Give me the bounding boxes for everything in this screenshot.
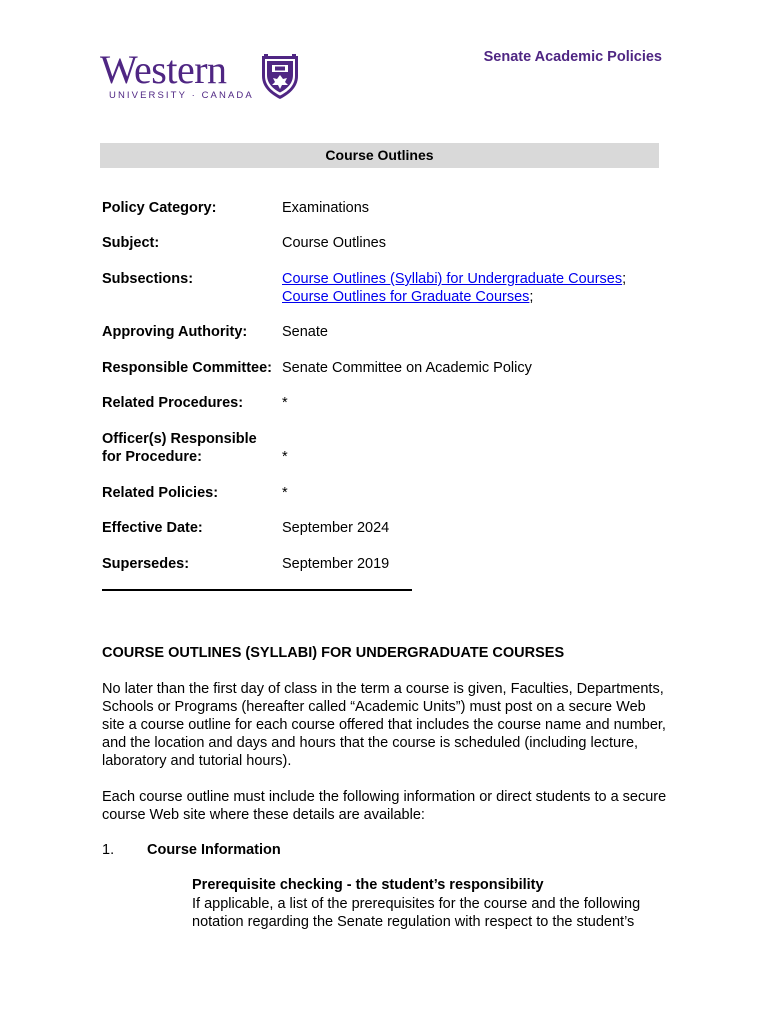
logo-wordmark: Western (100, 47, 227, 92)
paragraph: No later than the first day of class in the term a course is given, Faculties, Departments, Schools or Programs (hereafter called “Academic Units”) must post on a secure Web site a course outline for each course offered that includes the course name and number, and the location and days and hours that the course is scheduled (including lecture, laboratory and tutorial hours). (102, 681, 666, 769)
meta-value: September 2019 (282, 556, 390, 572)
meta-value: * (282, 485, 288, 501)
meta-value: Senate Committee on Academic Policy (282, 360, 532, 376)
meta-label-officers (102, 430, 282, 466)
list-item-title: Course Information (147, 842, 281, 858)
meta-label-line: Officer(s) Responsible (102, 431, 257, 447)
meta-value: * (282, 449, 288, 465)
meta-value: Examinations (282, 200, 370, 216)
document-title-bar: Course Outlines (100, 143, 659, 168)
western-logo[interactable] (100, 47, 310, 102)
logo-subtitle: UNIVERSITY · CANADA (109, 90, 254, 101)
divider-rule (102, 589, 412, 591)
sub-paragraph: If applicable, a list of the prerequisites for the course and the following notation regarding the Senate regulation with respect to the student’s (192, 896, 641, 930)
paragraph: Each course outline must include the following information or direct students to a secure course Web site where these details are available: (102, 789, 667, 823)
meta-value: Senate (282, 324, 328, 340)
meta-value: * (282, 395, 288, 411)
meta-label: Policy Category: (102, 200, 217, 216)
sub-heading: Prerequisite checking - the student’s responsibility (192, 877, 544, 893)
separator: ; (529, 289, 534, 305)
meta-label: Subsections: (102, 271, 194, 287)
meta-value: September 2024 (282, 520, 390, 536)
meta-label: Supersedes: (102, 556, 190, 572)
meta-value-subsections (282, 270, 682, 306)
senate-policies-title: Senate Academic Policies (483, 49, 662, 65)
graduate-outlines-link[interactable]: Course Outlines for Graduate Courses (282, 289, 530, 305)
meta-value: Course Outlines (282, 235, 386, 251)
separator: ; (622, 271, 627, 287)
meta-label: Subject: (102, 235, 160, 251)
meta-label: Effective Date: (102, 520, 203, 536)
meta-label: Related Procedures: (102, 395, 244, 411)
meta-label: Related Policies: (102, 485, 219, 501)
section-heading: COURSE OUTLINES (SYLLABI) FOR UNDERGRADUATE COURSES (102, 645, 565, 661)
meta-label: Approving Authority: (102, 324, 248, 340)
meta-label: Responsible Committee: (102, 360, 272, 376)
undergraduate-outlines-link[interactable]: Course Outlines (Syllabi) for Undergraduate Courses (282, 271, 623, 287)
list-number: 1. (102, 842, 115, 858)
university-crest-icon (260, 52, 300, 100)
meta-label-line: for Procedure: (102, 449, 202, 465)
page-header (0, 0, 768, 140)
